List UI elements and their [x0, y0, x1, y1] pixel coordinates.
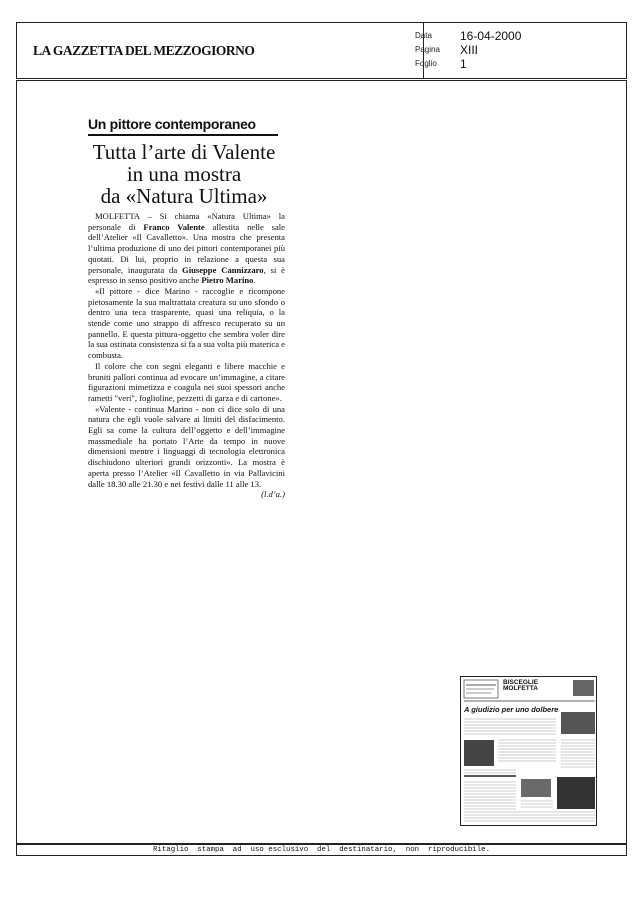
article-paragraph-2: «Il pittore - dice Marino - raccoglie e ricompone pietosamente la sua maltrattata creatura su uno sfondo o dentro una teca trasparente, quasi una reliquia, o la stende come uno strappo di affresco recuperato su un pannello. E questa pittura-oggetto che sembra voler dire la sua ostinata consistenza si fa a sua volta più materica e combusta. — [88, 285, 285, 361]
article-paragraph-3: Il colore che con segni eleganti e libere macchie e bruniti pallori continua ad evocare un’immagine, a citare figurazioni mimetizza e coagula nei suoi spessori anche rametti "veri", foglioline, pezzetti di garza e di cartone». — [88, 360, 285, 403]
pagina-label: Pagina — [415, 45, 440, 54]
header-box — [16, 22, 627, 79]
article-paragraph-4: «Valente - continua Marino - non ci dice solo di una natura che egli vuole salvare ai limiti del disfacimento. Egli sa come la cultura dell’oggetto e dell’immagine massmediale ha portato l’Arte da tempo in nuove dimensioni mentre i linguaggi di tecnologia elettronica dischiudono ulteriori grandi orizzonti». La mostra è aperta presso l’Atelier «Il Cavalletto in via Pallavicini dalle 18.30 alle 21.30 e nei festivi dalle 11 alle 13. (l.d’a.) — [88, 403, 285, 500]
author-signature: (l.d’a.) — [261, 489, 285, 500]
page-thumbnail — [460, 676, 597, 826]
data-value: 16-04-2000 — [460, 29, 522, 43]
foglio-label: Foglio — [415, 59, 437, 68]
data-label: Data — [415, 31, 432, 40]
artist-name: Franco Valente — [143, 221, 205, 232]
newspaper-masthead: LA GAZZETTA DEL MEZZOGIORNO — [33, 43, 255, 58]
headline-line-2: in una mostra — [126, 162, 242, 186]
thumbnail-banner: BISCEGLIE MOLFETTA — [503, 679, 539, 692]
thumbnail-graphic — [461, 677, 597, 826]
inaugurator-name: Giuseppe Cannizzaro — [182, 264, 264, 275]
headline-line-3: da «Natura Ultima» — [100, 184, 268, 208]
critic-name: Pietro Marino — [201, 275, 254, 286]
footer-notice: Ritaglio stampa ad uso esclusivo del destinatario, non riproducibile. — [16, 844, 627, 856]
article-paragraph-1: MOLFETTA – Si chiama «Natura Ultima» la personale di Franco Valente allestita nelle sale dell’Atelier «Il Cavalletto». Una mostra che presenta l’ultima produzione di uno dei pittori contemporanei più quotati. Di lui, proprio in relazione a questa sua personale, inaugurata da Giuseppe Cannizzaro, si è espresso in senso positivo anche Pietro Marino. — [88, 211, 285, 286]
headline-line-1: Tutta l’arte di Valente — [92, 140, 276, 164]
pagina-value: XIII — [460, 43, 479, 57]
foglio-value: 1 — [460, 57, 467, 71]
article-kicker: Un pittore contemporaneo — [88, 116, 256, 132]
article-body — [88, 211, 285, 500]
kicker-rule — [88, 134, 278, 136]
thumbnail-headline: A giudizio per uno dolbere — [464, 705, 559, 714]
